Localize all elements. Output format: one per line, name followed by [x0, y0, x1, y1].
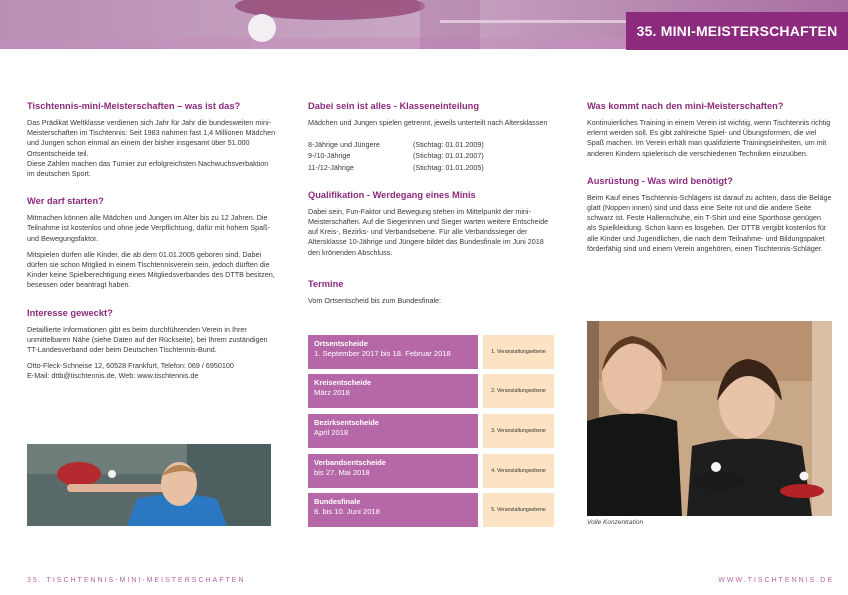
footer-left: 35. TISCHTENNIS-MINI-MEISTERSCHAFTEN: [27, 577, 246, 584]
stage-level-tag: 4. Veranstaltungsebene: [483, 454, 554, 488]
section-heading: Ausrüstung - Was wird benötigt?: [587, 175, 733, 186]
stage-level-tag: 2. Veranstaltungsebene: [483, 374, 554, 408]
stage-date: bis 27. Mai 2018: [314, 468, 370, 477]
schedule-intro: Vom Ortsentscheid bis zum Bundesfinale:: [308, 295, 442, 305]
schedule-stage: [308, 414, 478, 448]
paragraph: Mitmachen können alle Mädchen und Jungen im Alter bis zu 12 Jahren. Die Teilnahme ist kostenlos und ohne jede Verpflichtung, dafür mit hohem Spaß- und Bewegungsfaktor.: [27, 213, 270, 243]
age-date: (Stichtag: 01.01.2005): [413, 162, 484, 172]
photo-girls-playing: [587, 321, 832, 516]
age-label: 11-/12-Jährige: [308, 162, 354, 172]
stage-name: Ortsentscheide: [314, 339, 368, 348]
footer-website: WWW.TISCHTENNIS.DE: [718, 577, 834, 584]
stage-level-tag: 1. Veranstaltungsebene: [483, 335, 554, 369]
paragraph: Mitspielen dürfen alle Kinder, die ab dem 01.01.2005 geboren sind. Dabei dürfen sie schon Mitglied in einem Tischtennisverein sein, jedoch dürften die Kinder keine Spielberechtigung eines Mitgliedsverbandes des DTTB besitzen, besessen oder beantragt haben.: [27, 249, 275, 290]
contact-line: E-Mail: dttb@tischtennis.de, Web: www.tischtennis.de: [27, 371, 199, 381]
section-heading: Tischtennis-mini-Meisterschaften – was ist das?: [27, 101, 241, 111]
stage-level-tag: 3. Veranstaltungsebene: [483, 414, 554, 448]
stage-date: 8. bis 10. Juni 2018: [314, 507, 380, 516]
stage-name: Bezirksentscheide: [314, 418, 379, 427]
schedule-stage: [308, 454, 478, 488]
stage-name: Bundesfinale: [314, 497, 361, 506]
paragraph: Diese Zahlen machen das Turnier zur erfolgreichsten Nachwuchsverbaktion im deutschen Sport.: [27, 158, 269, 179]
stage-date: April 2018: [314, 428, 349, 437]
section-heading: Interesse geweckt?: [27, 307, 113, 318]
schedule-stage: [308, 335, 478, 369]
stage-date: 1. September 2017 bis 18. Februar 2018: [314, 349, 451, 358]
photo-boy-playing: [27, 444, 271, 526]
age-date: (Stichtag: 01.01.2009): [413, 140, 484, 150]
stage-level-tag: 5. Veranstaltungsebene: [483, 493, 554, 527]
stage-name: Kreisentscheide: [314, 378, 372, 387]
paragraph: Beim Kauf eines Tischtennis-Schlägers ist darauf zu achten, dass die Beläge glatt (Noppen innen) sind und dass eine Seite rot und die andere Seite schwarz ist. Feste Hallenschuhe, ein T-Shirt und eine Sporthose genügen als Spielkleidung. Schon kann es losgehen. Der DTTB vergibt kostenlos für alle Kinder und Jugendlichen, die nach dem Teilnahme- und Bildungspaket förderfähig sind und einem Verein angehören, einen Tischtennis-Schläger.: [587, 192, 832, 253]
section-heading: Was kommt nach den mini-Meisterschaften?: [587, 101, 784, 111]
age-label: 9-/10-Jährige: [308, 151, 351, 161]
address-line: Otto-Fleck-Schneise 12, 60528 Frankfurt, Telefon: 069 / 6950100: [27, 361, 234, 371]
stage-name: Verbandsentscheide: [314, 458, 386, 467]
section-heading: Dabei sein ist alles - Klasseneinteilung: [308, 101, 480, 111]
paragraph: Detaillierte Informationen gibt es beim durchführenden Verein in Ihrer unmittelbaren Nähe (siehe Daten auf der Rückseite), bei Ihrem zuständigen TT-Landesverband oder beim Deutschen Tischtennis-Bund.: [27, 324, 268, 355]
paragraph: Dabei sein, Fun-Faktor und Bewegung stehen im Mittelpunkt der mini-Meisterschaften. Auf die Siegerinnen und Sieger warten weitere Entscheide auf Kreis-, Bezirks- und Verbandsebene. Für alle Verbandssieger der Altersklasse 10-Jährige und Jüngere bildet das Bundesfinale im Juni 2018 den krönenden Abschluss.: [308, 206, 549, 257]
photo-caption: Volle Konzentration: [587, 519, 644, 526]
age-class-list: [308, 140, 556, 173]
section-heading: Qualifikation - Werdegang eines Minis: [308, 189, 476, 200]
schedule-stage: [308, 493, 478, 527]
paragraph: Das Prädikat Weltklasse verdienen sich Jahr für Jahr die bundesweiten mini-Meisterschaften im Tischtennis: Seit 1983 nahmen fast 1,4 Millionen Mädchen und Jungen schon einmal an einem der bisher insgesamt über 51.000 Ortsentscheide teil.: [27, 118, 276, 158]
stage-date: März 2018: [314, 388, 350, 397]
section-heading: Wer darf starten?: [27, 196, 104, 207]
page-title: 35. MINI-MEISTERSCHAFTEN: [626, 12, 848, 50]
paragraph: Kontinuierliches Training in einem Verein ist wichtig, wenn Tischtennis richtig erlernt werden soll. Es gibt zahlreiche Spiel- und Übungsformen, die viel Spaß machen. Im Verein erhält man qualifizierte Trainingseinheiten, um mit anderen Kindern spielerisch die verschiedenen Techniken einzuüben.: [587, 118, 831, 158]
column-middle: [308, 100, 556, 306]
age-label: 8-Jährige und Jüngere: [308, 140, 380, 150]
paragraph: Mädchen und Jungen spielen getrennt, jeweils unterteilt nach Altersklassen: [308, 118, 548, 127]
column-right: [587, 100, 832, 260]
schedule-stage: [308, 374, 478, 408]
age-date: (Stichtag: 01.01.2007): [413, 151, 484, 161]
section-heading: Termine: [308, 278, 344, 289]
column-left: [27, 100, 277, 382]
